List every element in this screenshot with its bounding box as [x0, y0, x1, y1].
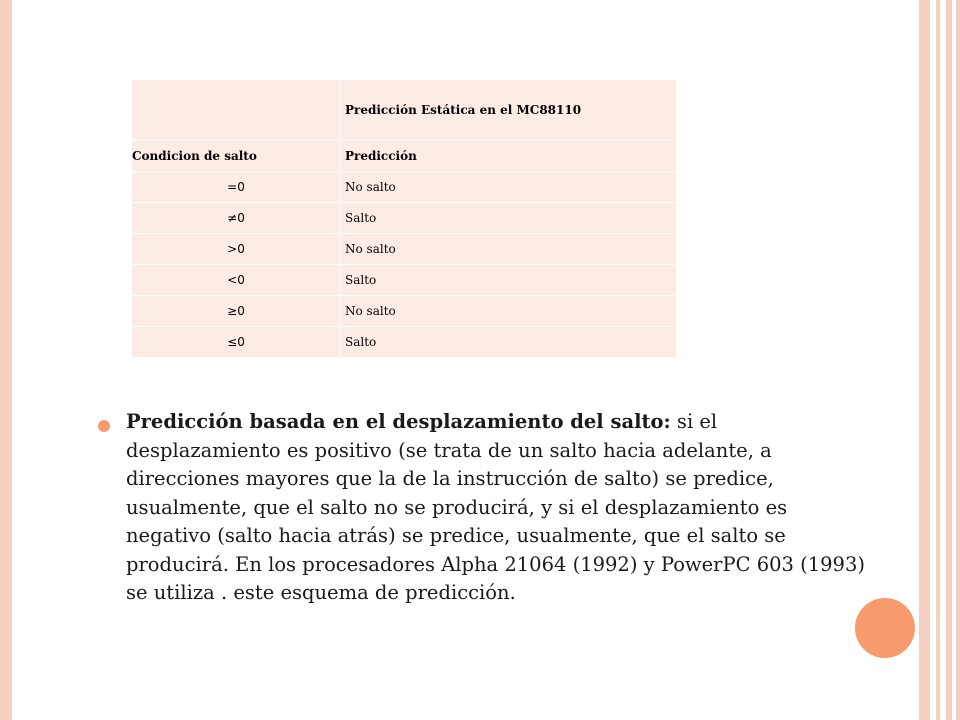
header-condition: Condicion de salto — [132, 141, 341, 172]
bullet-paragraph — [126, 408, 871, 608]
slide-frame-right — [919, 0, 930, 720]
table-row — [132, 327, 677, 358]
condition-cell: ≠0 — [132, 203, 341, 234]
table-empty-cell — [132, 80, 341, 141]
table-title-row — [132, 80, 677, 141]
table-title: Predicción Estática en el MC88110 — [341, 80, 677, 141]
condition-cell: =0 — [132, 172, 341, 203]
header-prediction: Predicción — [341, 141, 677, 172]
condition-cell: ≤0 — [132, 327, 341, 358]
slide-frame-left — [0, 0, 12, 720]
prediction-cell: Salto — [341, 203, 677, 234]
condition-cell: ≥0 — [132, 296, 341, 327]
prediction-cell: No salto — [341, 234, 677, 265]
prediction-cell: Salto — [341, 265, 677, 296]
table-row — [132, 234, 677, 265]
table-row — [132, 203, 677, 234]
table-row — [132, 172, 677, 203]
bullet-icon — [98, 420, 110, 432]
slide-frame-stripe — [936, 0, 940, 720]
prediction-cell: Salto — [341, 327, 677, 358]
slide-frame-stripe — [956, 0, 960, 720]
condition-cell: <0 — [132, 265, 341, 296]
table-row — [132, 296, 677, 327]
prediction-cell: No salto — [341, 296, 677, 327]
bullet-lead: Predicción basada en el desplazamiento del salto: — [126, 410, 671, 433]
prediction-cell: No salto — [341, 172, 677, 203]
slide-frame-stripe — [946, 0, 952, 720]
table-row — [132, 265, 677, 296]
prediction-table — [131, 79, 677, 358]
condition-cell: >0 — [132, 234, 341, 265]
bullet-body: si el desplazamiento es positivo (se trata de un salto hacia adelante, a direcciones mayores que la de la instrucción de salto) se predice, usualmente, que el salto no se producirá, y si el desplazamiento es negativo (salto hacia atrás) se predice, usualmente, que el salto se producirá. En los procesadores Alpha 21064 (1992) y PowerPC 603 (1993) se utiliza . este esquema de predicción. — [126, 410, 865, 604]
table-header-row — [132, 141, 677, 172]
